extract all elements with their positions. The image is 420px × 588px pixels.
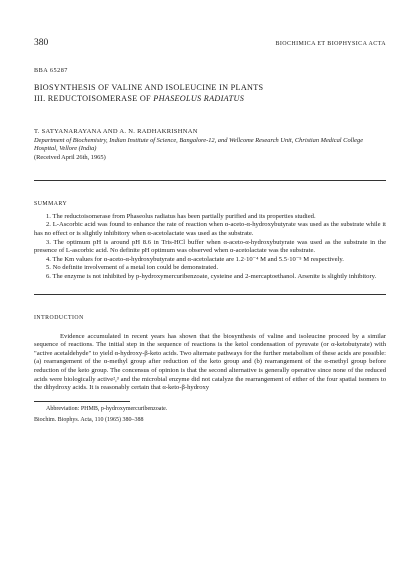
received-date: (Received April 26th, 1965): [34, 153, 106, 161]
bba-number: BBA 65287: [34, 67, 68, 74]
introduction-heading: INTRODUCTION: [34, 314, 84, 321]
journal-citation: Biochim. Biophys. Acta, 110 (1965) 380–388: [34, 416, 144, 423]
summary-item: 6. The enzyme is not inhibited by p-hydroxymercuribenzoate, cysteine and 2-mercaptoethanol. Arsenite is slightly inhibitory.: [46, 273, 377, 281]
title-line-1: BIOSYNTHESIS OF VALINE AND ISOLEUCINE IN PLANTS: [34, 83, 264, 92]
journal-page: [34, 38, 386, 424]
summary-item: 5. No definite involvement of a metal ion could be demonstrated.: [46, 264, 219, 272]
affiliation: Department of Biochemistry, Indian Institute of Science, Bangalore-12, and Wellcome Research Unit, Christian Medical College Hospital, Vellore (India): [34, 137, 364, 153]
summary-item: 3. The optimum pH is around pH 8.6 in Tris-HCl buffer when α-aceto-α-hydroxybutyrate was used as the substrate in the presence of L-ascorbic acid. No definite pH optimum was observed when α-acetolactate was the substrate.: [34, 238, 386, 255]
journal-name: BIOCHIMICA ET BIOPHYSICA ACTA: [275, 41, 386, 47]
title-line-2: [34, 93, 386, 104]
title-line-2-species: PHASEOLUS RADIATUS: [153, 94, 245, 103]
section-divider: [34, 180, 386, 181]
abbreviation-footnote: Abbreviation: PHMB, p-hydroxymercuribenzoate.: [46, 405, 168, 412]
running-head: [34, 38, 386, 52]
summary-item: 4. The Km values for α-aceto-α-hydroxybutyrate and α-acetolactate are 1.2·10⁻⁴ M and 5.5·10⁻⁵ M respectively.: [46, 255, 344, 263]
introduction-paragraph: Evidence accumulated in recent years has shown that the biosynthesis of valine and isoleucine proceed by a similar sequence of reactions. The initial step in the sequence of reactions is the ketol condensation of pyruvate (or α-ketobutyrate) with "active acetaldehyde" to yield α-hydroxy-β-keto acids. Two alternate pathways for the further metabolism of these acids are possible: (a) rearrangement of the α-methyl group after reduction of the keto group and (b) rearrangement of the α-methyl group before reduction of the keto group. The concensus of opinion is that the second alternative is generally operative since none of the reduced acids were biologically active²,³ and the microbial enzyme did not catalyze the rearrangement of either of the four spatial isomers to the dihydroxy acids. It is reasonably certain that α-keto-β-hydroxy: [34, 332, 386, 392]
footnote-divider: [34, 401, 130, 402]
summary-heading: SUMMARY: [34, 200, 68, 207]
page-number: 380: [34, 38, 49, 48]
summary-item: 1. The reductoisomerase from Phaseolus radiatus has been partially purified and its properties studied.: [46, 212, 316, 220]
summary-item: 2. L-Ascorbic acid was found to enhance the rate of reaction when α-aceto-α-hydroxybutyrate was used as the substrate while it has no effect or is slightly inhibitory when α-acetolactate was used as the substrate.: [34, 221, 386, 238]
title-line-2-prefix: III. REDUCTOISOMERASE OF: [34, 94, 154, 103]
summary-list: [34, 213, 386, 282]
authors: T. SATYANARAYANA AND A. N. RADHAKRISHNAN: [34, 128, 198, 135]
article-title: [34, 82, 386, 104]
section-divider: [34, 294, 386, 295]
